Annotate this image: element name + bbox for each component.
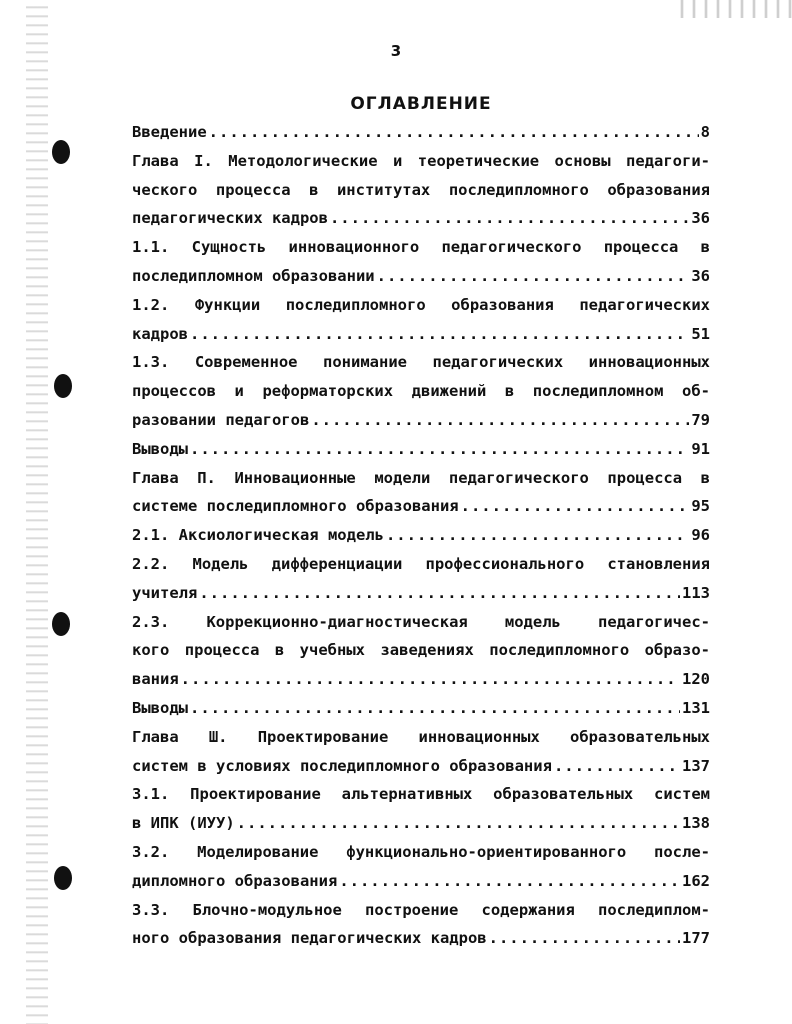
toc-entry-title: кадров [132,324,188,343]
toc-line [132,521,710,550]
page-number: 3 [390,42,402,60]
toc-line [132,492,710,521]
page-title: ОГЛАВЛЕНИЕ [350,94,492,114]
toc-dot-leader [209,118,699,147]
toc-dot-leader [377,262,690,291]
toc-line: кого процесса в учебных заведениях последипломного образо- [132,641,710,660]
toc-page-number: 162 [682,871,710,890]
toc-line: ческого процесса в институтах последипломного образования [132,180,710,199]
scan-edge-noise [26,0,48,1024]
toc-entry-title: педагогических кадров [132,209,328,228]
toc-page-number: 120 [682,670,710,689]
toc-page-number: 79 [691,410,710,429]
toc-line [132,118,710,147]
toc-line [132,809,710,838]
toc-dot-leader [339,867,680,896]
toc-dot-leader [554,752,680,781]
toc-line: 3.3. Блочно-модульное построение содержания последиплом- [132,900,710,919]
scan-top-noise [672,0,792,18]
toc-line [132,579,710,608]
toc-dot-leader [190,694,680,723]
punch-hole [54,866,72,890]
toc-line [132,204,710,233]
toc-page-number: 96 [691,526,710,545]
toc-line [132,694,710,723]
toc-line: 1.1. Сущность инновационного педагогического процесса в [132,238,710,257]
toc-dot-leader [386,521,689,550]
punch-hole [52,140,70,164]
punch-hole [54,374,72,398]
toc-line: 3.1. Проектирование альтернативных образовательных систем [132,785,710,804]
toc-dot-leader [330,204,689,233]
toc-page-number: 51 [691,324,710,343]
toc-entry-title: последипломном образовании [132,266,375,285]
toc-line: 1.3. Современное понимание педагогических инновационных [132,353,710,372]
toc-line: Глава I. Методологические и теоретические основы педагоги- [132,151,710,170]
punch-hole [52,612,70,636]
toc-line [132,435,710,464]
toc-entry-title: в ИПК (ИУУ) [132,814,235,833]
toc-entry-title: 2.1. Аксиологическая модель [132,526,384,545]
toc-entry-title: ного образования педагогических кадров [132,929,487,948]
toc-entry-title: Введение [132,123,207,141]
toc-entry-title: дипломного образования [132,871,338,890]
toc-line [132,924,710,953]
toc-line: 2.2. Модель дифференциации профессионального становления [132,554,710,573]
toc-line: 2.3. Коррекционно-диагностическая модель педагогичес- [132,612,710,631]
toc-line: Глава Ш. Проектирование инновационных образовательных [132,727,710,746]
toc-line [132,665,710,694]
toc-line [132,867,710,896]
toc-dot-leader [311,406,689,435]
toc-entry-title: системе последипломного образования [132,497,459,516]
toc-line [132,406,710,435]
toc-line [132,752,710,781]
toc-page-number: 177 [682,929,710,948]
toc-page-number: 8 [700,123,710,141]
toc-page-number: 36 [691,266,710,285]
toc-page-number: 113 [682,583,710,602]
toc-entry-title: разовании педагогов [132,410,310,429]
toc-entry-title: Выводы [132,439,188,458]
toc-dot-leader [489,924,680,953]
toc-dot-leader [461,492,690,521]
toc-entry-title: вания [132,670,179,689]
toc-entry-title: Выводы [132,698,188,717]
table-of-contents [132,118,710,953]
toc-entry-title: систем в условиях последипломного образования [132,756,552,775]
toc-line: Глава П. Инновационные модели педагогического процесса в [132,468,710,487]
toc-page-number: 137 [682,756,710,775]
toc-line [132,320,710,349]
toc-entry-title: учителя [132,583,198,602]
toc-dot-leader [181,665,680,694]
toc-page-number: 95 [691,497,710,516]
toc-line: процессов и реформаторских движений в последипломном об- [132,382,710,401]
toc-dot-leader [190,320,689,349]
toc-line: 1.2. Функции последипломного образования педагогических [132,295,710,314]
toc-line [132,262,710,291]
toc-line: 3.2. Моделирование функционально-ориентированного после- [132,842,710,861]
toc-page-number: 91 [691,439,710,458]
toc-page-number: 36 [691,209,710,228]
toc-dot-leader [199,579,680,608]
toc-dot-leader [190,435,689,464]
toc-page-number: 138 [682,814,710,833]
toc-page-number: 131 [682,698,710,717]
toc-dot-leader [237,809,680,838]
